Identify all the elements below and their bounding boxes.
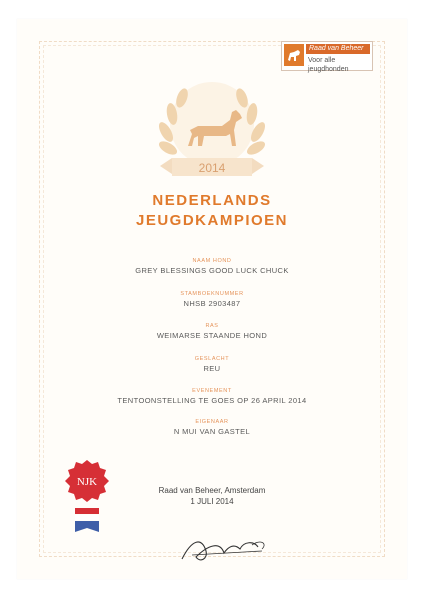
signature <box>162 529 282 569</box>
field-label-event: EVENEMENT <box>192 388 232 394</box>
raad-van-beheer-logo <box>281 41 373 71</box>
field-value-dog-name: GREY BLESSINGS GOOD LUCK CHUCK <box>135 266 289 275</box>
field-value-sex: REU <box>203 364 221 373</box>
njk-badge <box>62 456 112 536</box>
certificate <box>17 19 407 579</box>
issuer-date: 1 JULI 2014 <box>190 497 234 506</box>
emblem-year: 2014 <box>198 161 226 175</box>
field-value-registration: NHSB 2903487 <box>183 299 241 308</box>
logo-brand: Raad van Beheer <box>306 44 370 54</box>
field-label-sex: GESLACHT <box>194 356 230 362</box>
badge-text: NJK <box>76 476 98 488</box>
issuer-org: Raad van Beheer, Amsterdam <box>158 486 266 495</box>
dog-logo-icon <box>284 44 304 66</box>
field-label-dog-name: NAAM HOND <box>192 258 232 264</box>
field-label-breed: RAS <box>205 323 219 329</box>
logo-tagline: Voor alle jeugdhonden <box>308 57 349 73</box>
title-line-1: NEDERLANDS <box>152 192 272 209</box>
field-label-registration: STAMBOEKNUMMER <box>180 291 244 297</box>
field-value-breed: WEIMARSE STAANDE HOND <box>156 331 268 340</box>
field-value-event: TENTOONSTELLING TE GOES OP 26 APRIL 2014 <box>117 396 307 405</box>
laurel-dog-emblem <box>142 74 282 194</box>
field-value-owner: N MUI VAN GASTEL <box>173 427 251 436</box>
field-label-owner: EIGENAAR <box>195 419 229 425</box>
title-line-2: JEUGDKAMPIOEN <box>135 212 289 229</box>
